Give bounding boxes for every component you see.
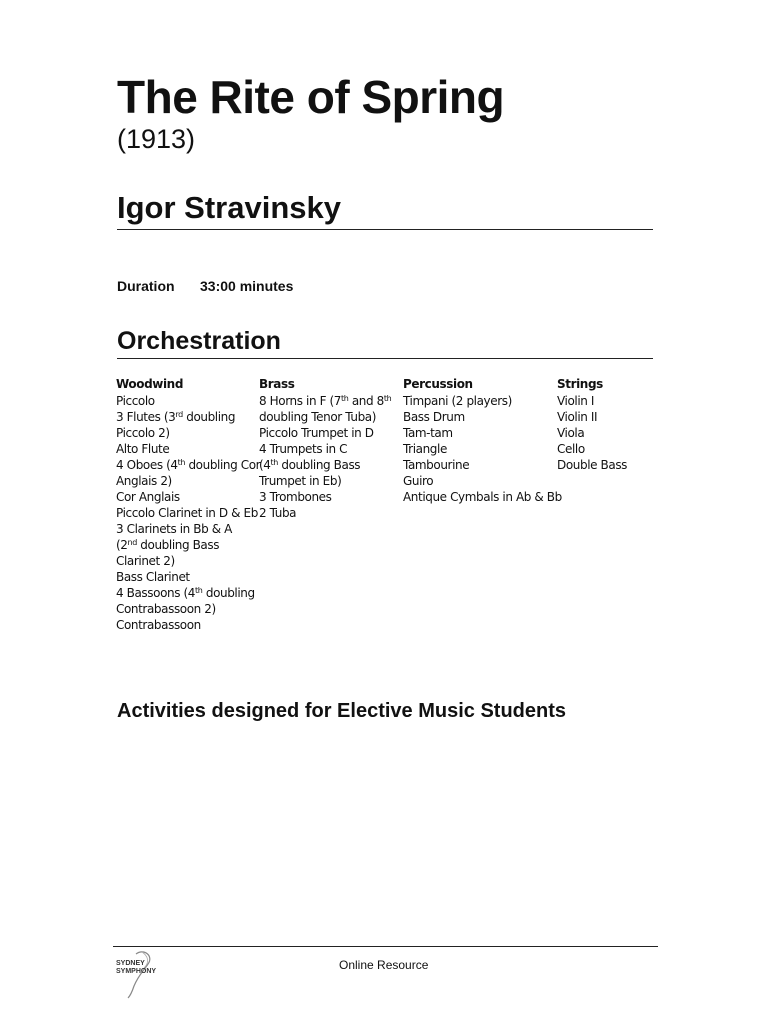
percussion-item: Guiro xyxy=(403,474,434,488)
orchestration-divider xyxy=(117,358,653,359)
percussion-item: Antique Cymbals in Ab & Bb xyxy=(403,490,562,504)
percussion-item: Triangle xyxy=(403,442,447,456)
duration-value: 33:00 minutes xyxy=(200,278,294,294)
woodwind-item: Piccolo Clarinet in D & Eb xyxy=(116,506,258,520)
brass-item: 3 Trombones xyxy=(259,490,332,504)
orchestration-heading: Orchestration xyxy=(117,327,281,355)
brass-item: 2 Tuba xyxy=(259,506,297,520)
logo-word-1: SYDNEY xyxy=(116,960,145,967)
composer-name: Igor Stravinsky xyxy=(117,190,341,225)
woodwind-item: 3 Flutes (3rd doubling xyxy=(116,410,236,424)
strings-item: Violin I xyxy=(557,394,595,408)
strings-column xyxy=(557,376,657,473)
sydney-symphony-logo xyxy=(114,950,174,1000)
strings-item: Viola xyxy=(557,426,585,440)
brass-item: Piccolo Trumpet in D xyxy=(259,426,374,440)
percussion-header: Percussion xyxy=(403,377,473,391)
strings-item: Cello xyxy=(557,442,585,456)
brass-item: 4 Trumpets in C xyxy=(259,442,348,456)
percussion-item: Bass Drum xyxy=(403,410,465,424)
woodwind-item: Piccolo 2) xyxy=(116,426,170,440)
woodwind-item: Cor Anglais xyxy=(116,490,180,504)
percussion-item: Timpani (2 players) xyxy=(403,394,512,408)
logo-mark-icon xyxy=(114,950,174,1000)
duration-label: Duration xyxy=(117,278,175,294)
footer-text: Online Resource xyxy=(339,958,429,972)
woodwind-item: Clarinet 2) xyxy=(116,554,175,568)
woodwind-item: Contrabassoon 2) xyxy=(116,602,216,616)
woodwind-item: 3 Clarinets in Bb & A xyxy=(116,522,232,536)
woodwind-item: 4 Oboes (4th doubling Cor xyxy=(116,458,261,472)
woodwind-header: Woodwind xyxy=(116,377,184,391)
strings-header: Strings xyxy=(557,377,603,391)
percussion-item: Tambourine xyxy=(403,458,470,472)
brass-header: Brass xyxy=(259,377,295,391)
woodwind-item: Bass Clarinet xyxy=(116,570,190,584)
brass-list xyxy=(259,393,399,521)
brass-item: 8 Horns in F (7th and 8th xyxy=(259,394,392,408)
woodwind-item: Contrabassoon xyxy=(116,618,201,632)
logo-word-2: SYMPHONY xyxy=(116,968,157,975)
strings-item: Violin II xyxy=(557,410,598,424)
percussion-list xyxy=(403,393,562,505)
brass-item: Trumpet in Eb) xyxy=(259,474,342,488)
document-title: The Rite of Spring xyxy=(117,71,505,123)
brass-column xyxy=(259,376,399,521)
brass-item: doubling Tenor Tuba) xyxy=(259,410,377,424)
woodwind-item: 4 Bassoons (4th doubling xyxy=(116,586,255,600)
woodwind-item: Piccolo xyxy=(116,394,155,408)
percussion-item: Tam-tam xyxy=(403,426,453,440)
activities-heading: Activities designed for Elective Music Students xyxy=(117,700,567,722)
woodwind-item: Alto Flute xyxy=(116,442,170,456)
woodwind-column xyxy=(116,376,261,633)
composition-year: (1913) xyxy=(117,124,196,154)
composer-divider xyxy=(117,229,653,230)
woodwind-item: Anglais 2) xyxy=(116,474,172,488)
strings-list xyxy=(557,393,657,473)
brass-item: (4th doubling Bass xyxy=(259,458,361,472)
strings-item: Double Bass xyxy=(557,458,628,472)
percussion-column xyxy=(403,376,562,505)
woodwind-item: (2nd doubling Bass xyxy=(116,538,220,552)
woodwind-list xyxy=(116,393,261,633)
footer-divider xyxy=(113,946,658,947)
